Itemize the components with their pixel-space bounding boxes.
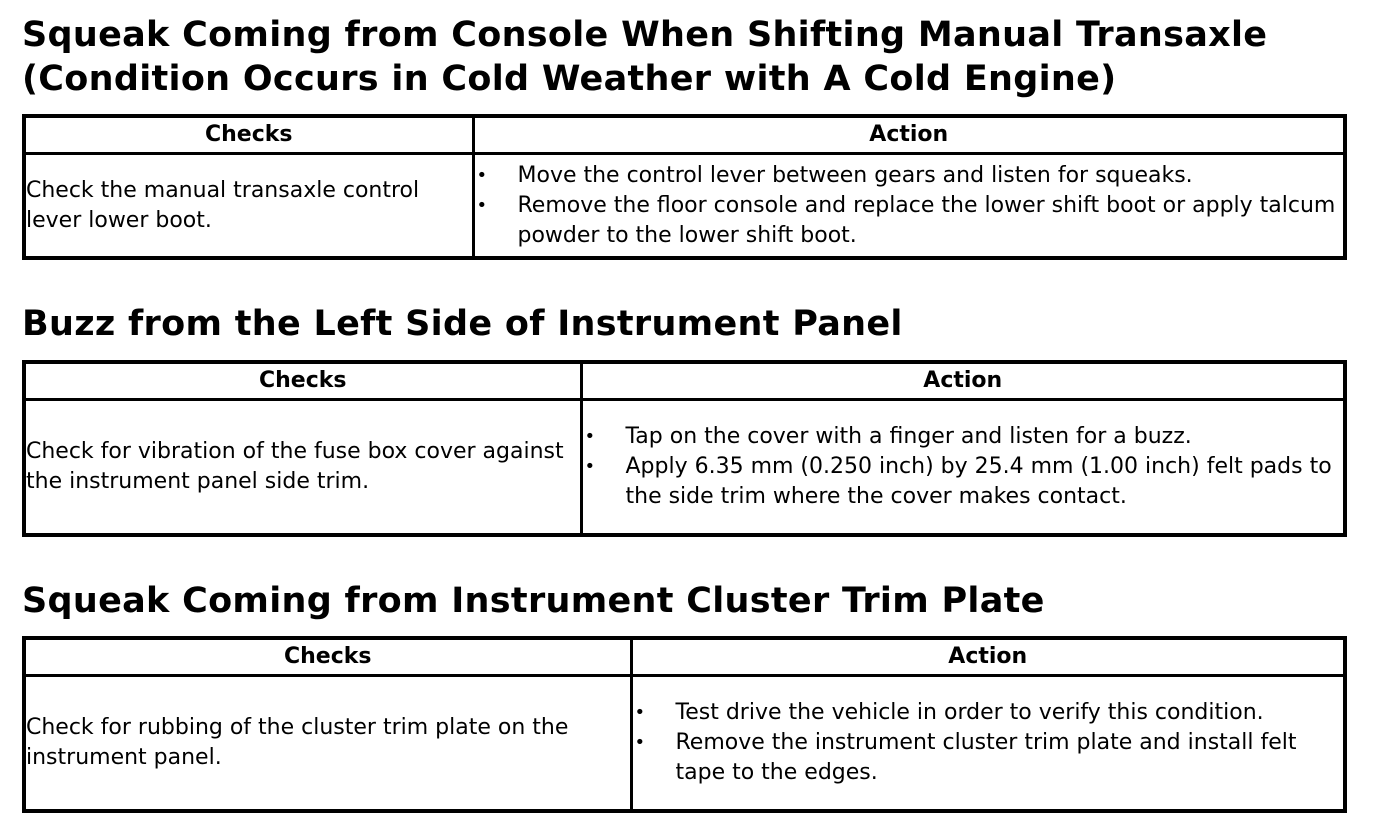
action-cell: [473, 154, 1345, 259]
section-2-table: [22, 360, 1347, 537]
section-2-title-line1: Buzz from the Left Side of Instrument Panel: [22, 304, 903, 344]
section-1-title: [22, 13, 1267, 101]
checks-header: Checks: [24, 638, 631, 676]
action-item: • Remove the instrument cluster trim plate and install felt tape to the edges.: [634, 730, 1297, 785]
section-2-title: [22, 302, 903, 346]
section-1-title-line1: Squeak Coming from Console When Shifting Manual Transaxle: [22, 15, 1268, 55]
checks-header: Checks: [24, 116, 473, 154]
action-item: • Tap on the cover with a finger and listen for a buzz.: [583, 422, 1344, 452]
section-3-table: [22, 636, 1347, 813]
action-item: • Apply 6.35 mm (0.250 inch) by 25.4 mm (1.00 inch) felt pads to the side trim where the cover makes contact.: [584, 454, 1332, 509]
bullet-icon: •: [476, 164, 488, 186]
action-list: [475, 161, 1344, 251]
section-3-title: [22, 579, 1045, 623]
action-list: [583, 422, 1344, 512]
table-row: [24, 154, 1345, 259]
bullet-icon: •: [634, 732, 646, 753]
table-header-row: [24, 362, 1345, 400]
action-item: • Test drive the vehicle in order to verify this condition.: [633, 698, 1344, 728]
action-item: • Remove the floor console and replace the lower shift boot or apply talcum powder to the lower shift boot.: [476, 192, 1336, 248]
action-list: [633, 698, 1344, 788]
table-row: [24, 400, 1345, 536]
bullet-icon: •: [634, 702, 646, 723]
table-row: [24, 676, 1345, 812]
action-item: • Move the control lever between gears and listen for squeaks.: [475, 161, 1344, 191]
bullet-icon: •: [584, 426, 596, 447]
table-header-row: [24, 116, 1345, 154]
action-cell: [581, 400, 1345, 536]
action-cell: [631, 676, 1345, 812]
checks-header: Checks: [24, 362, 581, 400]
action-header: Action: [581, 362, 1345, 400]
action-header: Action: [631, 638, 1345, 676]
section-3-title-line1: Squeak Coming from Instrument Cluster Trim Plate: [22, 581, 1045, 621]
section-1-table: [22, 114, 1347, 260]
table-header-row: [24, 638, 1345, 676]
action-header: Action: [473, 116, 1345, 154]
bullet-icon: •: [476, 194, 488, 216]
bullet-icon: •: [584, 456, 596, 477]
check-cell: Check for vibration of the fuse box cover against the instrument panel side trim.: [24, 400, 581, 536]
check-cell: Check the manual transaxle control lever lower boot.: [24, 154, 473, 259]
section-1-title-line2: (Condition Occurs in Cold Weather with A Cold Engine): [22, 59, 1117, 99]
check-cell: Check for rubbing of the cluster trim plate on the instrument panel.: [24, 676, 631, 812]
